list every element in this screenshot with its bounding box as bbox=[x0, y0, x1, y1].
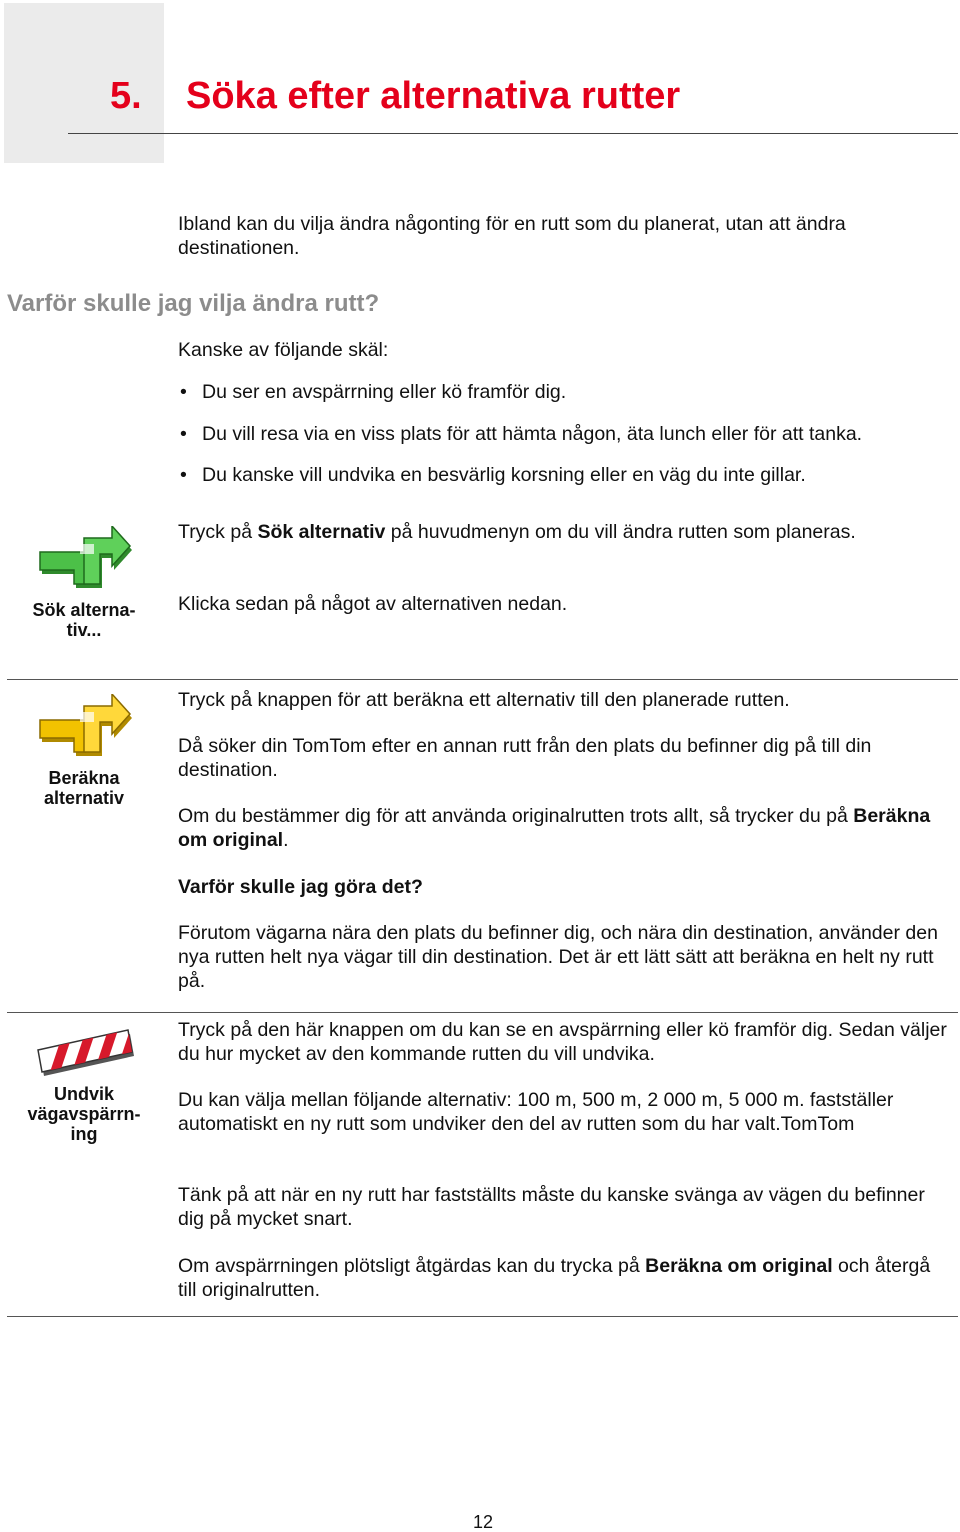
undvik-vagavsparrning-label: Undvik vägavspärrn- ing bbox=[27, 1084, 141, 1144]
berakna-paragraph-1: Tryck på knappen för att beräkna ett alternativ till den planerade rutten. bbox=[178, 689, 790, 711]
section-divider bbox=[7, 1012, 958, 1013]
berakna-subheading: Varför skulle jag göra det? bbox=[178, 876, 423, 898]
undvik-paragraph-3: Tänk på att när en ny rutt har fastställts måste du kanske svänga av vägen du befinner dig på mycket snart. bbox=[178, 1184, 925, 1230]
berakna-paragraph-2: Då söker din TomTom efter en annan rutt från den plats du befinner dig på till din destination. bbox=[178, 735, 872, 781]
intro-paragraph: Ibland kan du vilja ändra någonting för en rutt som du planerat, utan att ändra destinationen. bbox=[178, 213, 846, 259]
yellow-route-arrows-icon[interactable] bbox=[36, 694, 136, 764]
berakna-alternativ-label: Beräkna alternativ bbox=[43, 768, 125, 808]
list-item: • Du vill resa via en viss plats för att hämta någon, äta lunch eller för att tanka. bbox=[180, 423, 863, 445]
chapter-divider bbox=[68, 133, 958, 134]
green-route-arrows-icon[interactable] bbox=[36, 526, 136, 596]
list-item: • Du ser en avspärrning eller kö framför dig. bbox=[180, 381, 567, 403]
chapter-number: 5. bbox=[110, 75, 142, 117]
berakna-paragraph-3: Om du bestämmer dig för att använda originalrutten trots allt, så trycker du på Beräkna om original. bbox=[178, 805, 931, 851]
section-heading: Varför skulle jag vilja ändra rutt? bbox=[7, 290, 380, 317]
section-divider bbox=[7, 679, 958, 680]
roadblock-barrier-icon[interactable] bbox=[32, 1024, 138, 1078]
list-item: • Du kanske vill undvika en besvärlig korsning eller en väg du inte gillar. bbox=[180, 464, 806, 486]
berakna-paragraph-4: Förutom vägarna nära den plats du befinner dig, och nära din destination, använder den nya rutten helt nya vägar till din destination. Det är ett lätt sätt att beräkna en helt ny rutt på. bbox=[178, 922, 938, 992]
sok-paragraph-1: Tryck på Sök alternativ på huvudmenyn om du vill ändra rutten som planeras. bbox=[178, 521, 856, 543]
undvik-paragraph-4: Om avspärrningen plötsligt åtgärdas kan du trycka på Beräkna om original och återgå till originalrutten. bbox=[178, 1255, 931, 1301]
undvik-paragraph-2: Du kan välja mellan följande alternativ: 100 m, 500 m, 2 000 m, 5 000 m. fastställer automatiskt en ny rutt som undviker den del av rutten som du har valt.TomTom bbox=[178, 1089, 894, 1135]
page-number: 12 bbox=[472, 1512, 494, 1532]
undvik-paragraph-1: Tryck på den här knappen om du kan se en avspärrning eller kö framför dig. Sedan väljer du hur mycket av den kommande rutten du vill undvika. bbox=[178, 1019, 947, 1065]
section-divider bbox=[7, 1316, 958, 1317]
chapter-title: Söka efter alternativa rutter bbox=[186, 75, 681, 117]
reasons-intro: Kanske av följande skäl: bbox=[178, 339, 389, 361]
sok-paragraph-2: Klicka sedan på något av alternativen nedan. bbox=[178, 593, 568, 615]
sok-alternativ-label: Sök alterna- tiv... bbox=[32, 600, 136, 640]
